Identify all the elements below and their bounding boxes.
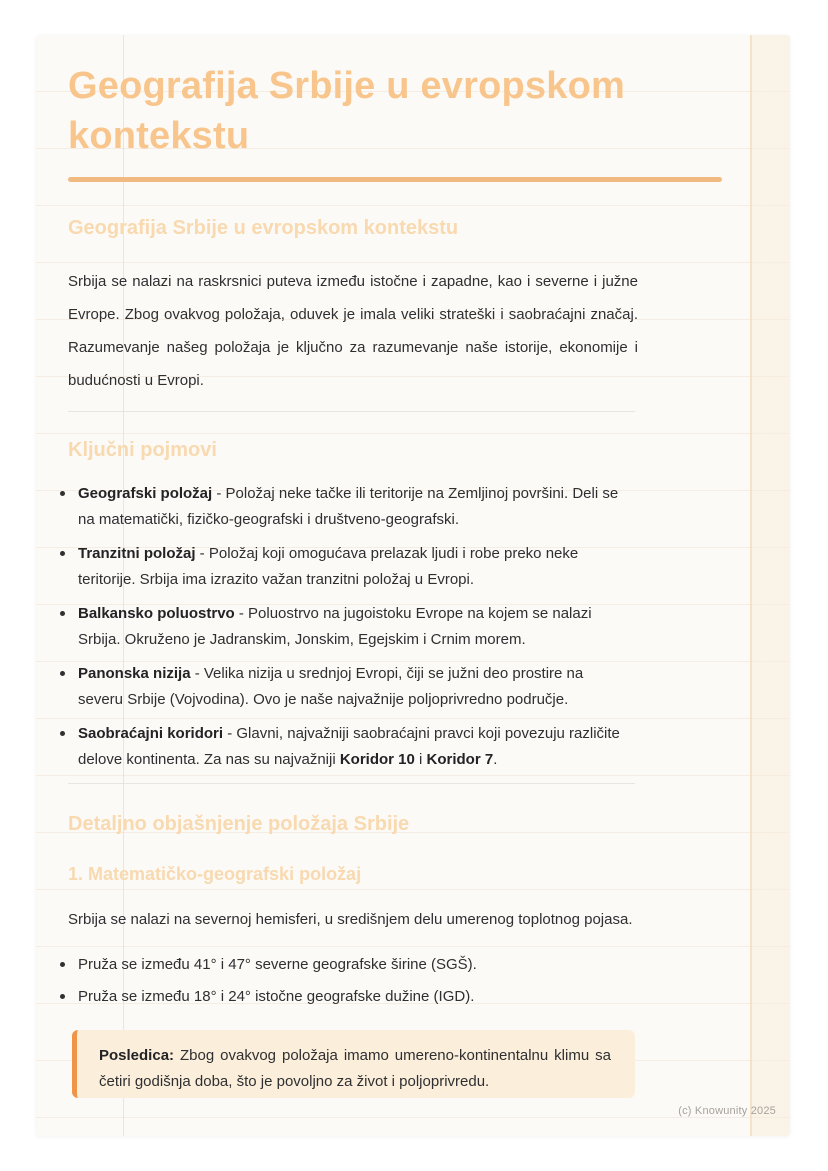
section-heading-key-terms: Ključni pojmovi <box>68 439 217 461</box>
section-heading-intro: Geografija Srbije u evropskom kontekstu <box>68 217 459 239</box>
page-title: Geografija Srbije u evropskom kontekstu <box>68 65 625 157</box>
term-definition: - Položaj koji omogućava prelazak ljudi i robe preko neke teritorije. Srbija ima izrazito važan tranzitni položaj u Evropi. <box>78 545 579 588</box>
section-heading-detail: Detaljno objašnjenje položaja Srbije <box>68 813 410 835</box>
term-item-saobracajni-koridori <box>68 721 623 773</box>
callout-label: Posledica: <box>99 1047 175 1064</box>
term-item-panonska-nizija <box>68 661 623 713</box>
term-definition: - Poluostrvo na jugoistoku Evrope na kojem se nalazi Srbija. Okruženo je Jadranskim, Jonskim, Egejskim i Crnim morem. <box>78 605 592 648</box>
subsection-heading-math: 1. Matematičko-geografski položaj <box>68 864 362 884</box>
watermark: (c) Knowunity 2025 <box>678 1105 776 1117</box>
document-content <box>36 35 790 1098</box>
callout-text: Zbog ovakvog položaja imamo umereno-kontinentalnu klimu sa četiri godišnja doba, što je povoljno za život i poljoprivredu. <box>99 1047 611 1090</box>
term-definition: - Velika nizija u srednjoj Evropi, čiji se južni deo prostire na severu Srbije (Vojvodina). Ovo je naše najvažnije poljoprivredno područje. <box>78 665 584 708</box>
term-label: Saobraćajni koridori <box>78 725 224 742</box>
section-divider-1 <box>68 411 635 412</box>
conjunction-text: i <box>414 751 427 768</box>
key-terms-list <box>68 481 623 773</box>
term-label: Panonska nizija <box>78 665 191 682</box>
coordinates-list <box>68 952 623 1010</box>
coord-item-latitude: Pruža se između 41° i 47° severne geografske širine (SGŠ). <box>68 952 623 978</box>
term-definition: - Glavni, najvažniji saobraćajni pravci koji povezuju različite delove kontinenta. Za nas su najvažniji <box>78 725 620 768</box>
term-definition: - Položaj neke tačke ili teritorije na Zemljinoj površini. Deli se na matematički, fizičko-geografski i društveno-geografski. <box>78 485 619 528</box>
coord-item-longitude: Pruža se između 18° i 24° istočne geografske dužine (IGD). <box>68 984 623 1010</box>
term-label: Geografski položaj <box>78 485 213 502</box>
period-text: . <box>493 751 498 768</box>
math-paragraph: Srbija se nalazi na severnoj hemisferi, u središnjem delu umerenog toplotnog pojasa. <box>68 911 633 928</box>
callout-posledica <box>72 1030 635 1098</box>
title-divider <box>68 177 722 182</box>
intro-paragraph: Srbija se nalazi na raskrsnici puteva između istočne i zapadne, kao i severne i južne Evrope. Zbog ovakvog položaja, oduvek je imala veliki strateški i saobraćajni značaj. Razumevanje našeg položaja je ključno za razumevanje naše istorije, ekonomije i budućnosti u Evropi. <box>68 273 638 389</box>
term-item-geografski-polozaj <box>68 481 623 533</box>
section-divider-2 <box>68 783 635 784</box>
term-item-tranzitni-polozaj <box>68 541 623 593</box>
term-label: Balkansko poluostrvo <box>78 605 235 622</box>
corridor-7-label: Koridor 7 <box>426 751 494 768</box>
document-page <box>36 35 790 1136</box>
term-label: Tranzitni položaj <box>78 545 196 562</box>
term-item-balkansko-poluostrvo <box>68 601 623 653</box>
corridor-10-label: Koridor 10 <box>339 751 415 768</box>
